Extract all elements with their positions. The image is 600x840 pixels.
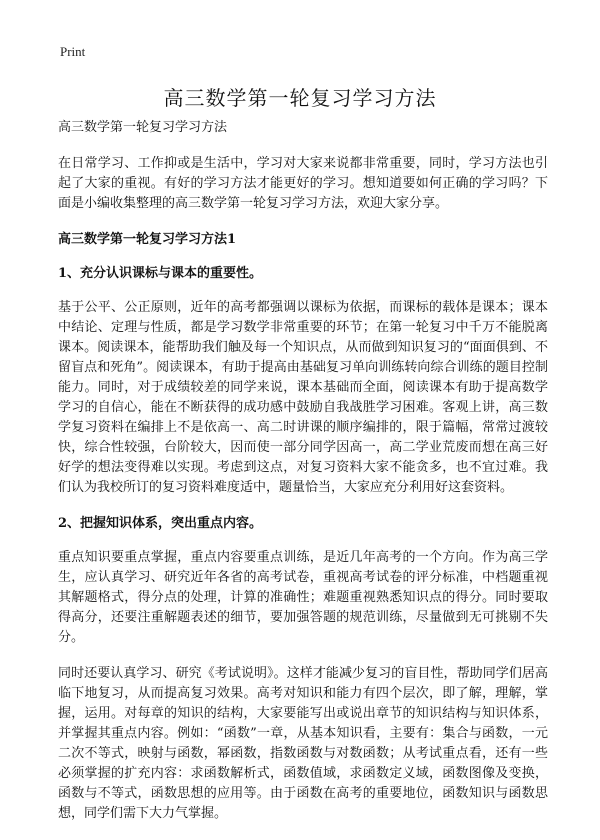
article-body: [58, 118, 548, 840]
point-2-paragraph-2: 同时还要认真学习、研究《考试说明》。这样才能减少复习的盲目性，帮助同学们居高临下地复习，从而提高复习效果。高考对知识和能力有四个层次，即了解，理解，掌握，运用。对每章的知识的结构，大家要能写出或说出章节的知识结构与知识体系，并掌握其重点内容。例如：“函数”一章，从基本知识看，主要有：集合与函数，一元二次不等式，映射与函数，幂函数，指数函数与对数函数；从考试重点看，还有一些必须掌握的扩充内容：求函数解析式，函数值域，求函数定义域，函数图像及变换，函数与不等式，函数思想的应用等。由于函数在高考的重要地位，函数知识与函数思想，同学们需下大力气掌握。: [58, 666, 548, 821]
section-heading: 高三数学第一轮复习学习方法1: [58, 232, 237, 247]
page-title: 高三数学第一轮复习学习方法: [163, 86, 437, 110]
print-link[interactable]: Print: [60, 44, 86, 59]
point-1-heading: 1、充分认识课标与课本的重要性。: [58, 266, 263, 281]
point-2-paragraph: 重点知识要重点掌握，重点内容要重点训练，是近几年高考的一个方向。作为高三学生，应认真学习、研究近年各省的高考试卷，重视高考试卷的评分标准，中档题重视其解题格式，得分点的处理，计算的准确性；难题重视熟悉知识点的得分。同时要取得高分，还要注重解题表述的细节，要加强答题的规范训练，尽量做到无可挑剔不失分。: [58, 550, 548, 645]
intro-paragraph: 在日常学习、工作抑或是生活中，学习对大家来说都非常重要，同时，学习方法也引起了大家的重视。有好的学习方法才能更好的学习。想知道要如何正确的学习吗？下面是小编收集整理的高三数学第一轮复习学习方法，欢迎大家分享。: [58, 156, 548, 211]
article-subtitle: 高三数学第一轮复习学习方法: [58, 120, 228, 135]
point-2-heading: 2、把握知识体系，突出重点内容。: [58, 516, 263, 531]
point-1-paragraph: 基于公平、公正原则，近年的高考都强调以课标为依据，而课标的载体是课本；课本中结论、定理与性质，都是学习数学非常重要的环节；在第一轮复习中千万不能脱离课本。阅读课本，能帮助我们触及每一个知识点，从而做到知识复习的“面面俱到、不留盲点和死角”。阅读课本，有助于提高由基础复习单向训练转向综合训练的题目控制能力。同时，对于成绩较差的同学来说，课本基础而全面，阅读课本有助于提高数学学习的自信心，能在不断获得的成功感中鼓励自我战胜学习困难。客观上讲，高三数学复习资料在编排上不是依高一、高二时讲课的顺序编排的，限于篇幅，常常过渡较快，综合性较强，台阶较大，因而使一部分同学因高一，高二学业荒废而想在高三好好学的想法变得难以实现。考虑到这点，对复习资料大家不能贪多，也不宜过难。我们认为我校所订的复习资料难度适中，题量恰当，大家应充分利用好这套资料。: [58, 300, 548, 495]
